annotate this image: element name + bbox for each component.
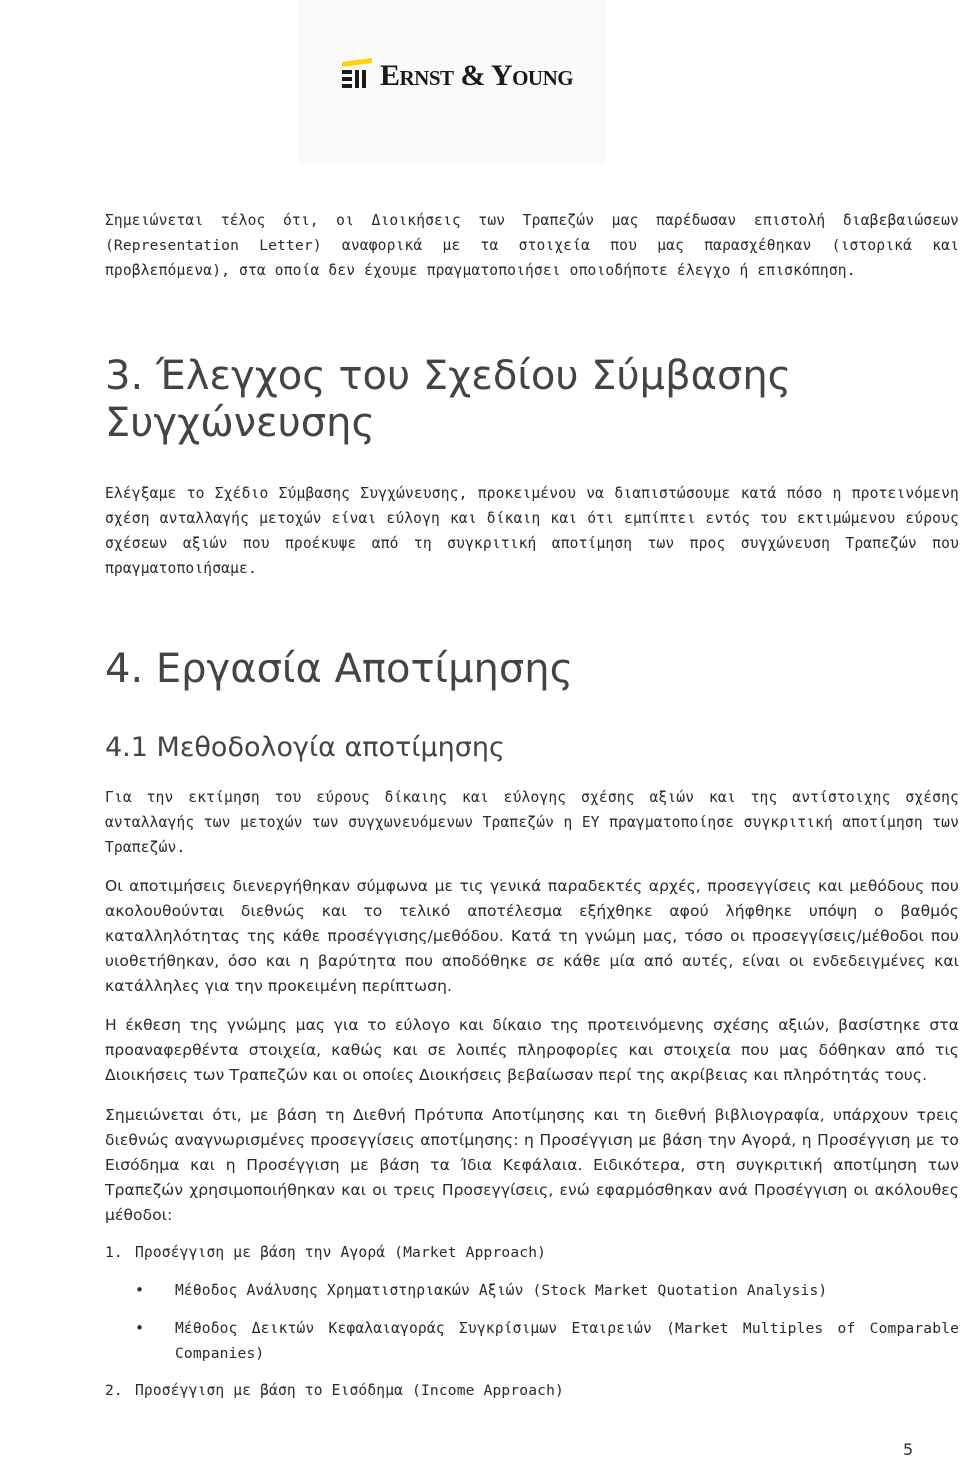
section-4-heading: 4. Εργασία Αποτίμησης bbox=[105, 646, 574, 692]
bullet-text: Μέθοδος Ανάλυσης Χρηματιστηριακών Αξιών (Stock Market Quotation Analysis) bbox=[175, 1282, 828, 1299]
section-4-1-subheading: 4.1 Μεθοδολογία αποτίμησης bbox=[105, 732, 505, 763]
method-bullet-2 bbox=[105, 1316, 959, 1366]
approach-list-item-1 bbox=[105, 1240, 959, 1265]
company-logo bbox=[338, 58, 573, 94]
bullet-icon: • bbox=[135, 1281, 145, 1299]
list-item-text: Προσέγγιση με βάση το Εισόδημα (Income Approach) bbox=[135, 1382, 564, 1399]
intro-paragraph: Σημειώνεται τέλος ότι, οι Διοικήσεις των Τραπεζών μας παρέδωσαν επιστολή διαβεβαιώσεων (Representation Letter) αναφορικά με τα στοιχεία που μας παρασχέθηκαν (ιστορικά και προβλεπόμενα), στα οποία δεν έχουμε πραγματοποιήσει οποιοδήποτε έλεγχο ή επισκόπηση. bbox=[105, 212, 959, 279]
logo-wordmark: Ernst & Young bbox=[380, 59, 574, 92]
bullet-text: Μέθοδος Δεικτών Κεφαλαιαγοράς Συγκρίσιμων Εταιρειών (Market Multiples of Comparable Companies) bbox=[175, 1320, 959, 1362]
methodology-paragraph-3: Η έκθεση της γνώμης μας για το εύλογο και δίκαιο της προτεινόμενης σχέσης αξιών, βασίστηκε στα προαναφερθέντα στοιχεία, καθώς και σε λοιπές πληροφορίες και στοιχεία που μας δόθηκαν από τις Διοικήσεις των Τραπεζών και οι οποίες Διοικήσεις βεβαίωσαν περί της ακρίβειας και πληρότητάς τους. bbox=[105, 1016, 959, 1084]
methodology-paragraph-4: Σημειώνεται ότι, με βάση τη Διεθνή Πρότυπα Αποτίμησης και τη διεθνή βιβλιογραφία, υπάρχουν τρεις διεθνώς αναγνωρισμένες προσεγγίσεις αποτίμησης: η Προσέγγιση με βάση την Αγορά, η Προσέγγιση με το Εισόδημα και η Προσέγγιση με βάση τα Ίδια Κεφάλαια. Ειδικότερα, στη συγκριτική αποτίμηση των Τραπεζών χρησιμοποιήθηκαν και οι τρεις Προσεγγίσεις, ενώ εφαρμόσθηκαν ανά Προσέγγιση οι ακόλουθες μέθοδοι: bbox=[105, 1106, 959, 1224]
section-3-paragraph: Ελέγξαμε το Σχέδιο Σύμβασης Συγχώνευσης, προκειμένου να διαπιστώσουμε κατά πόσο η προτεινόμενη σχέση ανταλλαγής μετοχών είναι εύλογη και δίκαιη και ότι εμπίπτει εντός του εκτιμώμενου εύρους σχέσεων αξιών που προέκυψε από τη συγκριτική αποτίμηση των προς συγχώνευση Τραπεζών που πραγματοποιήσαμε. bbox=[105, 485, 959, 577]
list-number: 1. bbox=[105, 1244, 123, 1261]
method-bullet-1 bbox=[105, 1278, 959, 1303]
methodology-paragraph-1: Για την εκτίμηση του εύρους δίκαιης και εύλογης σχέσης αξιών και της αντίστοιχης σχέσης ανταλλαγής των μετοχών των συγχωνευόμενων Τραπεζών η ΕΥ πραγματοποίησε συγκριτική αποτίμηση των Τραπεζών. bbox=[105, 789, 959, 856]
section-3-heading: 3. Έλεγχος του Σχεδίου Σύμβασης Συγχώνευσης bbox=[105, 353, 792, 446]
bullet-icon: • bbox=[135, 1319, 145, 1337]
list-number: 2. bbox=[105, 1382, 123, 1399]
ey-logo-mark-icon bbox=[338, 58, 374, 94]
list-item-text: Προσέγγιση με βάση την Αγορά (Market Approach) bbox=[135, 1244, 547, 1261]
approach-list-item-2 bbox=[105, 1378, 959, 1403]
page-number: 5 bbox=[903, 1440, 914, 1459]
methodology-paragraph-2: Οι αποτιμήσεις διενεργήθηκαν σύμφωνα με τις γενικά παραδεκτές αρχές, προσεγγίσεις και μεθόδους που ακολουθούνται διεθνώς και το τελικό αποτέλεσμα εξήχθηκε αφού λήφθηκε υπόψη ο βαθμός καταλληλότητας της κάθε προσέγγισης/μεθόδου. Κατά τη γνώμη μας, τόσο οι προσεγγίσεις/μέθοδοι που υιοθετήθηκαν, όσο και η βαρύτητα που αποδόθηκε σε κάθε μία από αυτές, είναι οι ενδεδειγμένες και κατάλληλες για την προκειμένη περίπτωση. bbox=[105, 877, 959, 995]
